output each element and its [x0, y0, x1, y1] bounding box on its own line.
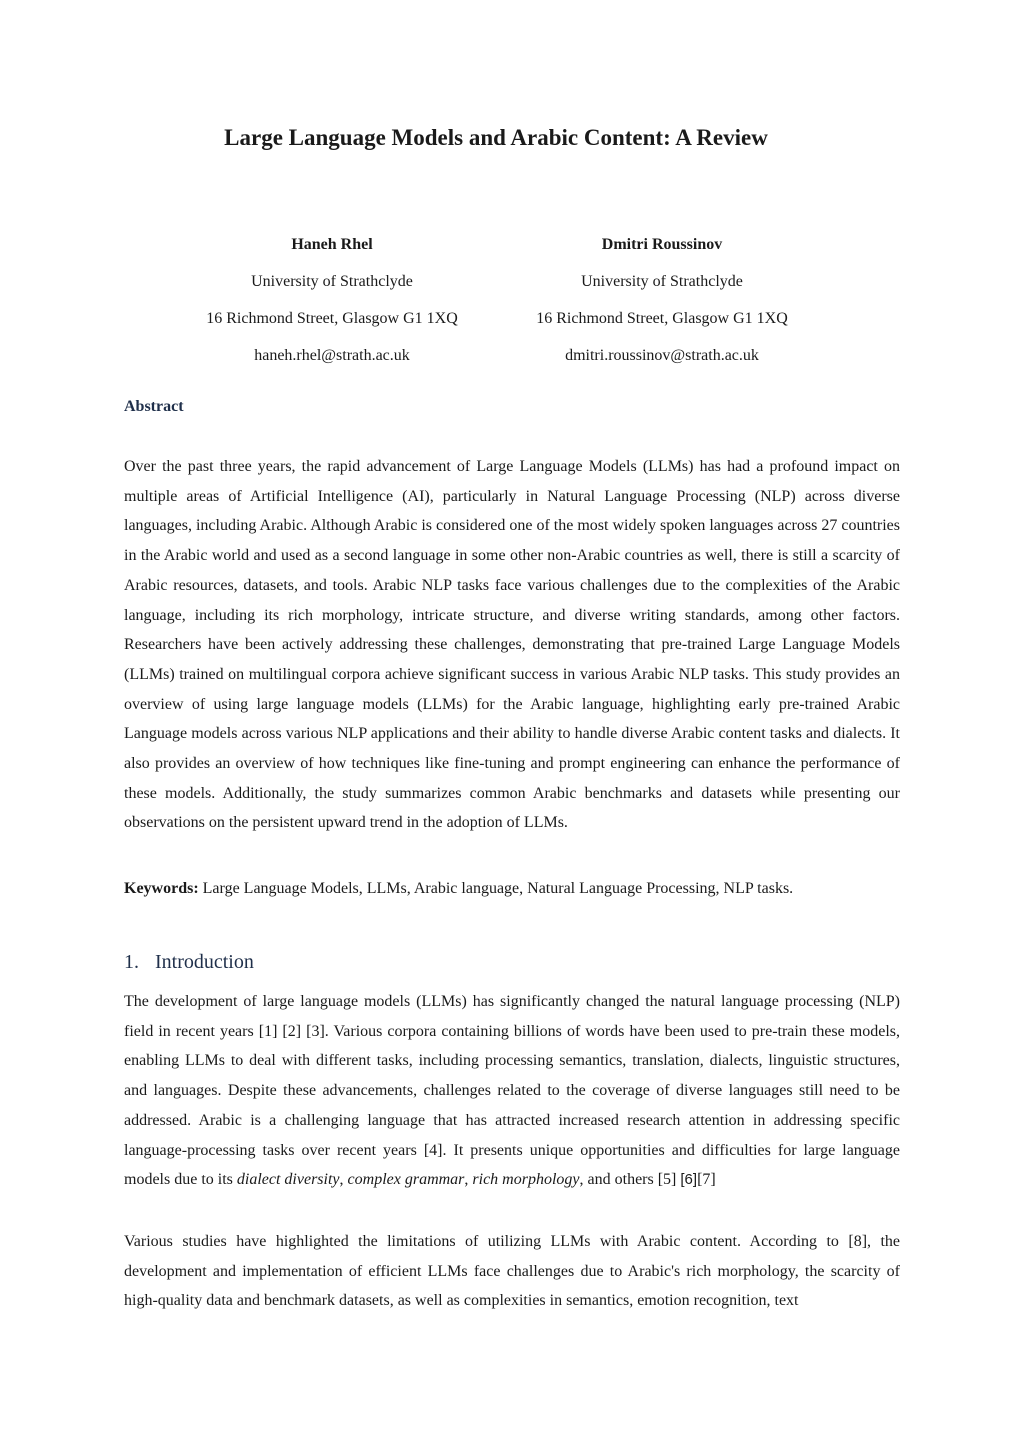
section-number: 1.: [124, 951, 139, 973]
author-address: 16 Richmond Street, Glasgow G1 1XQ: [536, 310, 788, 327]
abstract-text: Over the past three years, the rapid advancement of Large Language Models (LLMs) has had a profound impact on multiple areas of Artificial Intelligence (AI), particularly in Natural Language Processing (NLP) across diverse languages, including Arabic. Although Arabic is considered one of the most widely spoken languages across 27 countries in the Arabic world and used as a second language in some other non-Arabic countries as well, there is still a scarcity of Arabic resources, datasets, and tools. Arabic NLP tasks face various challenges due to the complexities of the Arabic language, including its rich morphology, intricate structure, and diverse writing standards, among other factors. Researchers have been actively addressing these challenges, demonstrating that pre-trained Large Language Models (LLMs) trained on multilingual corpora achieve significant success in various Arabic NLP tasks. This study provides an overview of using large language models (LLMs) for the Arabic language, highlighting early pre-trained Arabic Language models across various NLP applications and their ability to handle diverse Arabic content tasks and dialects. It also provides an overview of how techniques like fine-tuning and prompt engineering can enhance the performance of these models. Additionally, the study summarizes common Arabic benchmarks and datasets while presenting our observations on the persistent upward trend in the adoption of LLMs.: [124, 458, 900, 832]
paper-title: Large Language Models and Arabic Content: A Review: [224, 125, 768, 150]
intro-p1-citation-6: [6]: [680, 1171, 698, 1189]
author-address: 16 Richmond Street, Glasgow G1 1XQ: [206, 310, 458, 327]
author-block-1: [172, 234, 492, 382]
keywords-list: Large Language Models, LLMs, Arabic language, Natural Language Processing, NLP tasks.: [198, 880, 794, 897]
section-heading-introduction: [124, 948, 254, 976]
intro-paragraph-2: Various studies have highlighted the limitations of utilizing LLMs with Arabic content. According to [8], the development and implementation of efficient LLMs face challenges due to Arabic's rich morphology, the scarcity of high-quality data and benchmark datasets, as well as complexities in semantics, emotion recognition, text: [124, 1233, 900, 1310]
author-email: haneh.rhel@strath.ac.uk: [254, 347, 410, 364]
intro-paragraph-1: [124, 987, 900, 1195]
author-name: Haneh Rhel: [291, 236, 373, 253]
intro-p1-separator: ,: [464, 1171, 473, 1189]
intro-p1-separator: ,: [339, 1171, 348, 1189]
keywords-label: Keywords:: [124, 880, 199, 897]
intro-p1-emphasis-grammar: complex grammar: [347, 1171, 465, 1189]
section-title: Introduction: [155, 951, 254, 973]
intro-p1-text: The development of large language models (LLMs) has significantly changed the natural language processing (NLP) field in recent years [1] [2] [3]. Various corpora containing billions of words have been used to pre-train these models, enabling LLMs to deal with different tasks, including processing semantics, translation, dialects, linguistic structures, and languages. Despite these advancements, challenges related to the coverage of diverse languages still need to be addressed. Arabic is a challenging language that has attracted increased research attention in addressing specific language-processing tasks over recent years [4]. It presents unique opportunities and difficulties for large language models due to its: [124, 993, 900, 1189]
author-affiliation: University of Strathclyde: [581, 273, 743, 290]
intro-p1-emphasis-dialect: dialect diversity: [236, 1171, 340, 1189]
abstract-heading: Abstract: [124, 398, 184, 415]
author-affiliation: University of Strathclyde: [251, 273, 413, 290]
intro-p1-citation-7: [7]: [697, 1171, 716, 1189]
author-block-2: [502, 234, 822, 382]
author-email: dmitri.roussinov@strath.ac.uk: [565, 347, 759, 364]
keywords: [124, 876, 900, 902]
intro-p1-emphasis-morphology: rich morphology: [472, 1171, 580, 1189]
intro-p1-text-end: , and others [5]: [579, 1171, 681, 1189]
author-name: Dmitri Roussinov: [601, 236, 723, 253]
